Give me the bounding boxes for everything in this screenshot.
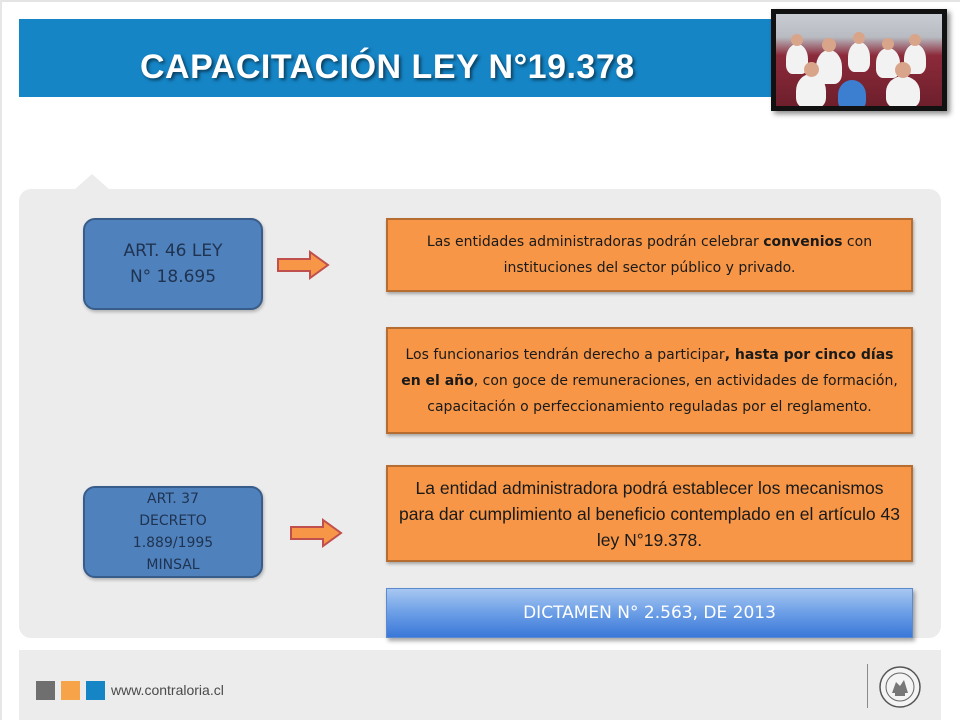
panel-pointer: [74, 174, 110, 190]
orange-square-icon: [61, 681, 80, 700]
art-37-line-4: MINSAL: [146, 557, 200, 573]
box2-bold-text: , hasta por cinco días en el año: [401, 346, 894, 389]
box3-text: La entidad administradora podrá establecer los mecanismos para dar cumplimiento al beneficio contemplado en el artículo 43 ley N°19.378.: [399, 477, 900, 550]
box2-text-before: Los funcionarios tendrán derecho a participar: [405, 346, 725, 363]
art-37-line-1: ART. 37: [147, 491, 199, 507]
contraloria-seal-icon: [878, 665, 922, 709]
right-arrow-icon: [276, 250, 330, 280]
art-37-line-2: DECRETO: [139, 513, 207, 529]
funcionarios-text-box: [386, 327, 913, 434]
header-photo: [771, 9, 947, 111]
box1-text-before: Las entidades administradoras podrán celebrar: [426, 234, 764, 250]
classroom-photo: [776, 14, 942, 106]
footer-divider: [867, 664, 868, 708]
slide-left-border: [0, 0, 2, 720]
blue-square-icon: [86, 681, 105, 700]
art-46-box: [83, 218, 263, 310]
art-37-line-3: 1.889/1995: [132, 535, 214, 551]
box2-text-after: , con goce de remuneraciones, en actividades de formación, capacitación o perfeccionamiento reguladas por el reglamento.: [427, 372, 898, 415]
convenios-text-box: [386, 218, 913, 292]
dictamen-label: DICTAMEN N° 2.563, DE 2013: [523, 603, 776, 623]
art-46-line-2: N° 18.695: [129, 267, 217, 287]
slide-top-border: [0, 0, 960, 2]
gray-square-icon: [36, 681, 55, 700]
slide-title: CAPACITACIÓN LEY N°19.378: [140, 48, 635, 86]
entidad-text-box: [386, 465, 913, 562]
box1-bold-text: convenios: [763, 234, 843, 250]
box1-text-after: con instituciones del sector público y privado.: [503, 234, 873, 276]
art-46-line-1: ART. 46 LEY: [123, 241, 223, 261]
right-arrow-icon: [289, 518, 343, 548]
footer-website[interactable]: www.contraloria.cl: [111, 682, 224, 698]
art-37-box: [83, 486, 263, 578]
dictamen-box: [386, 588, 913, 638]
